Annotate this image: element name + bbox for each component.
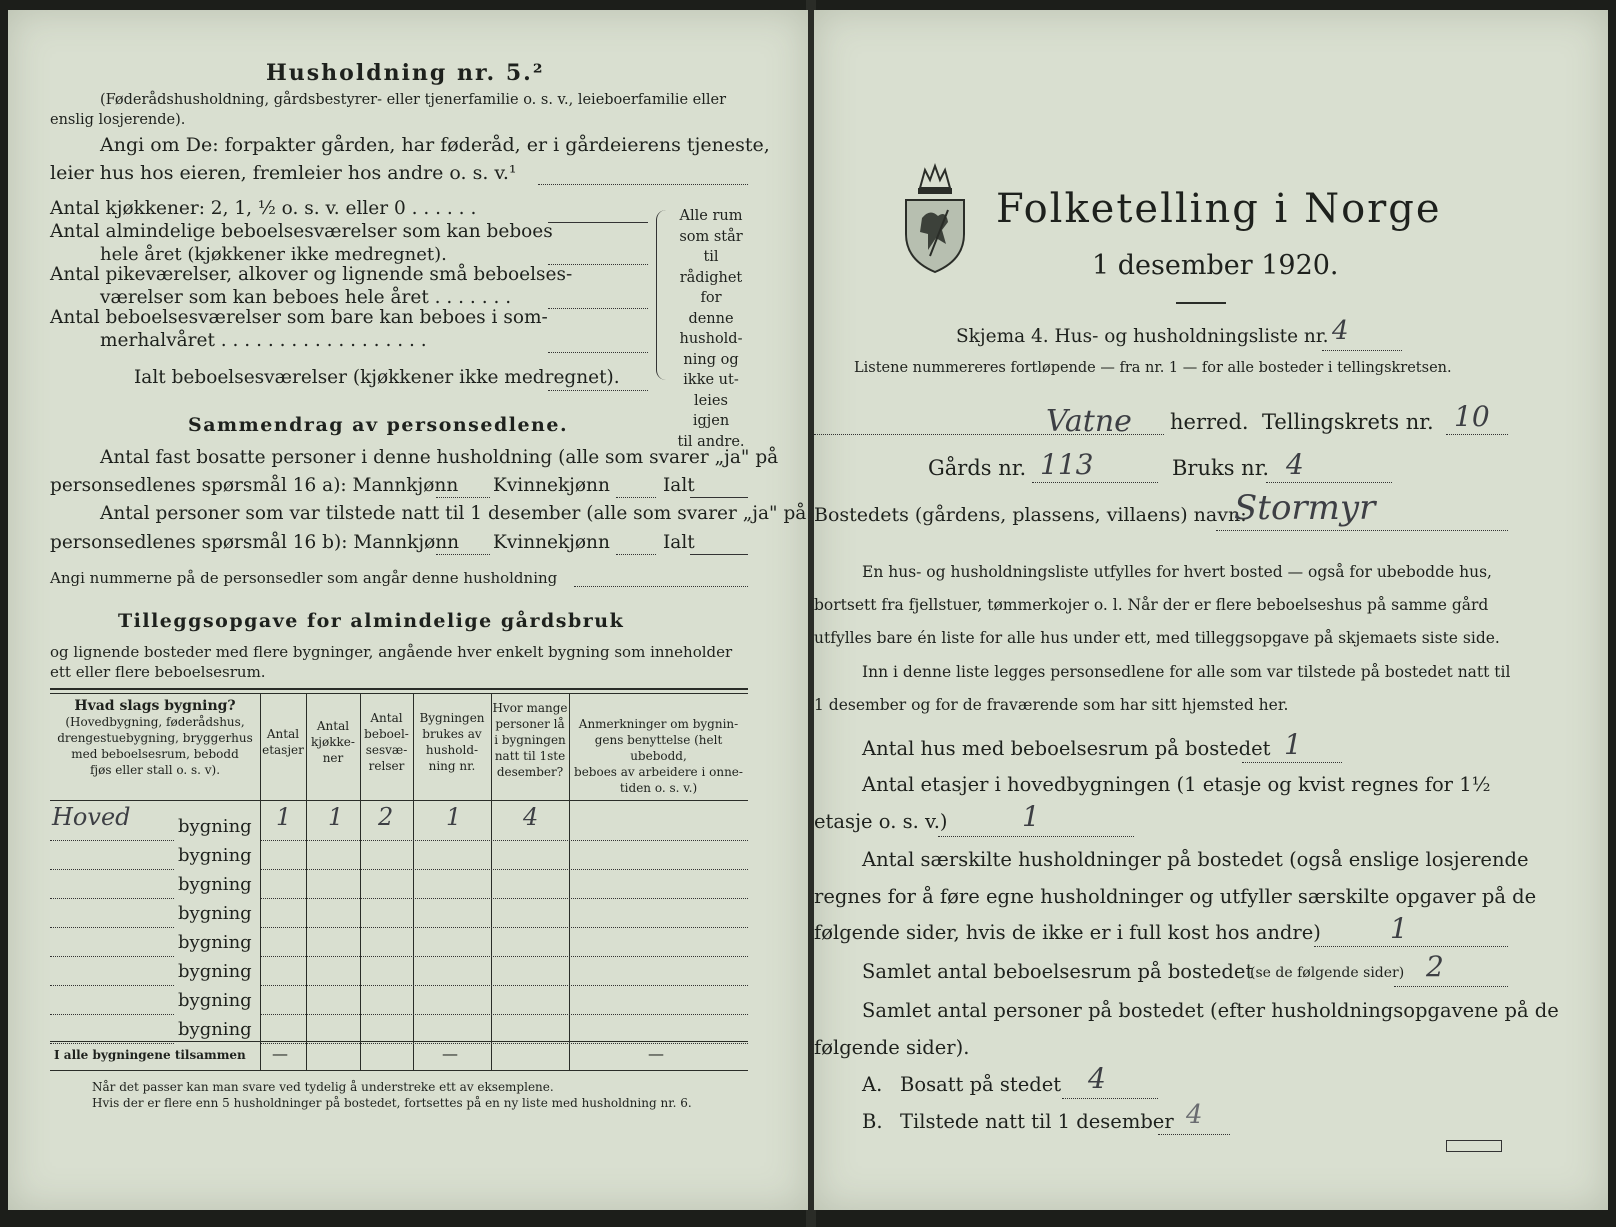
- col-header-household: [413, 710, 491, 774]
- col-header-persons: [491, 700, 569, 780]
- col-header-line: brukes av: [422, 727, 482, 741]
- table-body-rule: [50, 1041, 748, 1042]
- col-header-line: natt til 1ste: [494, 749, 566, 763]
- row-cells-line[interactable]: [261, 985, 748, 986]
- row-building-name-line[interactable]: [50, 1014, 174, 1015]
- herred-label: herred.: [1170, 410, 1249, 434]
- table-header-rule: [50, 800, 748, 801]
- row-cells-line[interactable]: [261, 1043, 748, 1044]
- row-cells-line[interactable]: [261, 898, 748, 899]
- row1-kitchens: 1: [328, 803, 344, 831]
- rooms-regular-cont: hele året (kjøkkener ikke medregnet).: [100, 244, 447, 265]
- b-text: Tilstede natt til 1 desember: [900, 1110, 1174, 1133]
- b-value: 4: [1186, 1100, 1203, 1130]
- col-header-line: desember?: [496, 765, 564, 779]
- col-header-line: Antal: [266, 727, 300, 741]
- fast-female-answer[interactable]: [616, 497, 656, 498]
- tillegg-line1: og lignende bosteder med flere bygninger, angående hver enkelt bygning som inneholder: [50, 643, 733, 661]
- summary-female2: Kvinnekjønn: [493, 532, 610, 553]
- row1-building-name: Hoved: [52, 803, 131, 831]
- row-bygning-label: bygning: [178, 903, 252, 924]
- summary-female: Kvinnekjønn: [493, 475, 610, 496]
- side-note-line: ikke ut-: [683, 372, 739, 388]
- instr-4: Inn i denne liste legges personsedlene for alle som var tilstede på bostedet natt til: [862, 663, 1511, 681]
- col-header-line: Hvor mange: [492, 701, 568, 715]
- row-cells-line[interactable]: [261, 840, 748, 841]
- side-note-line: rådighet: [679, 269, 743, 286]
- angi-answer-line[interactable]: [538, 184, 748, 185]
- col-header-line: personer lå: [495, 717, 565, 731]
- rooms-kitchens: Antal kjøkkener: 2, 1, ½ o. s. v. eller 0 . . . . . .: [50, 198, 477, 219]
- summary-numbers: Angi nummerne på de personsedler som angår denne husholdning: [50, 569, 558, 587]
- footnote-2: Hvis der er flere enn 5 husholdninger på bostedet, fortsettes på en ny liste med husholdning nr. 6.: [92, 1096, 692, 1110]
- rooms-total: Ialt beboelsesværelser (kjøkkener ikke medregnet).: [134, 367, 620, 388]
- summary-ialt: Ialt: [663, 475, 695, 496]
- col-header-line: ner: [322, 751, 344, 765]
- fast-male-answer[interactable]: [436, 497, 490, 498]
- row-bygning-label: bygning: [178, 932, 252, 953]
- side-note-line: hushold-: [679, 331, 743, 347]
- summary-line4: personsedlenes spørsmål 16 b): Mannkjønn: [50, 532, 460, 553]
- row1-rooms: 2: [378, 803, 394, 831]
- angi-line1: Angi om De: forpakter gården, har føderåd, er i gårdeierens tjeneste,: [100, 134, 770, 156]
- krets-line[interactable]: [1446, 434, 1508, 435]
- table-bottom-rule: [50, 1070, 748, 1071]
- skjema-nr-line[interactable]: [1322, 350, 1402, 351]
- a-line[interactable]: [1062, 1098, 1158, 1099]
- kitchens-answer[interactable]: [548, 222, 648, 223]
- row-cells-line[interactable]: [261, 956, 748, 957]
- a-text: Bosatt på stedet: [900, 1073, 1062, 1096]
- row-bygning-label: bygning: [178, 961, 252, 982]
- side-note-line: for denne: [688, 290, 734, 327]
- side-note-line: til andre.: [677, 433, 745, 450]
- main-title: Folketelling i Norge: [996, 186, 1442, 232]
- col-header-line: fjøs eller stall o. s. v).: [89, 763, 221, 777]
- q-etasjer2: etasje o. s. v.): [814, 810, 948, 833]
- total-rooms-dash: —: [442, 1044, 458, 1063]
- q-rum-note: (se de følgende sider): [1250, 965, 1405, 981]
- row-building-name-line[interactable]: [50, 840, 174, 841]
- row-bygning-label: bygning: [178, 845, 252, 866]
- q-etasjer-value: 1: [1022, 800, 1040, 833]
- side-note-line: Alle rum: [679, 208, 743, 224]
- row1-household: 1: [446, 803, 462, 831]
- q-hush3: følgende sider, hvis de ikke er i full kost hos andre): [814, 921, 1321, 944]
- col-header-line: Anmerkninger om bygnin-: [578, 717, 739, 731]
- fast-total-answer[interactable]: [690, 497, 748, 498]
- instr-1: En hus- og husholdningsliste utfylles for hvert bosted — også for ubebodde hus,: [862, 563, 1492, 581]
- total-row-label: I alle bygningene tilsammen: [54, 1048, 246, 1062]
- col-header-line: (Hovedbygning, føderådshus,: [65, 715, 245, 729]
- bruks-line[interactable]: [1266, 482, 1392, 483]
- right-page: [814, 10, 1608, 1210]
- bosted-line[interactable]: [1216, 530, 1508, 531]
- summer-answer[interactable]: [548, 352, 648, 353]
- instr-3: utfylles bare én liste for alle hus under ett, med tilleggsopgave på skjemaets siste side.: [814, 629, 1500, 647]
- row-building-name-line[interactable]: [50, 927, 174, 928]
- row-cells-line[interactable]: [261, 927, 748, 928]
- col-header-line: drengestuebygning, bryggerhus: [57, 731, 253, 745]
- row-cells-line[interactable]: [261, 1014, 748, 1015]
- side-note: [676, 206, 746, 452]
- row1-floors: 1: [276, 803, 292, 831]
- left-page: [8, 10, 808, 1210]
- table-top-rule: [50, 688, 748, 690]
- rooms-small: Antal pikeværelser, alkover og lignende små beboelses-: [50, 264, 573, 285]
- instr-5: 1 desember og for de fraværende som har sitt hjemsted her.: [814, 696, 1289, 714]
- summary-heading: Sammendrag av personsedlene.: [188, 414, 569, 436]
- col-header-line: Antal: [316, 719, 350, 733]
- title-rule: [1176, 302, 1226, 304]
- a-label: A.: [862, 1073, 883, 1096]
- skjema-nr-value: 4: [1332, 316, 1349, 346]
- col-header-line: relser: [368, 759, 405, 773]
- gards-value: 113: [1040, 448, 1094, 481]
- household-heading: Husholdning nr. 5.²: [266, 60, 545, 86]
- a-value: 4: [1088, 1062, 1106, 1095]
- row-bygning-label: bygning: [178, 990, 252, 1011]
- summary-line2: personsedlenes spørsmål 16 a): Mannkjønn: [50, 475, 459, 496]
- row-building-name-line[interactable]: [50, 985, 174, 986]
- row-bygning-label: bygning: [178, 874, 252, 895]
- row1-persons: 4: [523, 803, 539, 831]
- col-header-line: hushold-: [425, 743, 479, 757]
- q-hush2: regnes for å føre egne husholdninger og utfyller særskilte opgaver på de: [814, 885, 1537, 908]
- small-answer[interactable]: [548, 308, 648, 309]
- col-header-line: beboes av arbeidere i onne-: [574, 765, 743, 779]
- footnote-1: Når det passer kan man svare ved tydelig å understreke ett av eksemplene.: [92, 1080, 554, 1094]
- bruks-value: 4: [1286, 448, 1304, 481]
- q-rum: Samlet antal beboelsesrum på bostedet: [862, 960, 1254, 983]
- col-header-remarks: [569, 716, 748, 796]
- b-line[interactable]: [1158, 1134, 1230, 1135]
- summary-ialt2: Ialt: [663, 532, 695, 553]
- present-male-answer[interactable]: [436, 554, 490, 555]
- tillegg-line2: ett eller flere beboelsesrum.: [50, 663, 266, 681]
- skjema-label: Skjema 4. Hus- og husholdningsliste nr.: [956, 326, 1329, 347]
- summary-line3: Antal personer som var tilstede natt til 1 desember (alle som svarer „ja" på: [100, 503, 807, 524]
- col-header-line: med beboelsesrum, bebodd: [71, 747, 239, 761]
- q-hush1: Antal særskilte husholdninger på bostedet (også enslige losjerende: [862, 848, 1529, 871]
- col-header-line: ning nr.: [428, 759, 476, 773]
- printer-stamp: [1446, 1140, 1502, 1152]
- herred-value: Vatne: [1046, 404, 1132, 439]
- total-remarks-dash: —: [648, 1044, 664, 1063]
- q-hush-value: 1: [1390, 912, 1408, 945]
- gards-label: Gårds nr.: [928, 456, 1027, 480]
- q-hus-line[interactable]: [1242, 762, 1342, 763]
- rooms-summer-cont: merhalvåret . . . . . . . . . . . . . . . . . .: [100, 330, 427, 351]
- side-note-line: leies igjen: [692, 392, 730, 429]
- tillegg-heading: Tilleggsopgave for almindelige gårdsbruk: [118, 610, 625, 632]
- listene-note: Listene nummereres fortløpende — fra nr. 1 — for alle bosteder i tellingskretsen.: [854, 360, 1452, 376]
- row-building-name-line[interactable]: [50, 869, 174, 870]
- col-header-line: Antal: [370, 711, 403, 725]
- col-header-line: etasjer: [262, 743, 304, 757]
- q-hus: Antal hus med beboelsesrum på bostedet: [862, 737, 1271, 760]
- row-cells-line[interactable]: [261, 869, 748, 870]
- q-rum-value: 2: [1426, 950, 1444, 983]
- summary-line1: Antal fast bosatte personer i denne husholdning (alle som svarer „ja" på: [100, 447, 779, 468]
- col-header-line: kjøkke-: [311, 735, 355, 749]
- q-pers1: Samlet antal personer på bostedet (efter husholdningsopgavene på de: [862, 999, 1559, 1022]
- row-building-name-line[interactable]: [50, 898, 174, 899]
- gards-line[interactable]: [1032, 482, 1158, 483]
- rooms-regular: Antal almindelige beboelsesværelser som kan beboes: [50, 221, 553, 242]
- total-rooms-answer[interactable]: [548, 390, 648, 391]
- census-date: 1 desember 1920.: [1092, 250, 1339, 281]
- brace: [656, 210, 677, 380]
- instr-2: bortsett fra fjellstuer, tømmerkojer o. l. Når der er flere beboelseshus på samme gård: [814, 596, 1489, 614]
- col-header-line: Hvad slags bygning?: [74, 698, 236, 714]
- present-female-answer[interactable]: [616, 554, 656, 555]
- q-etasjer1: Antal etasjer i hovedbygningen (1 etasje og kvist regnes for 1½: [862, 773, 1491, 796]
- present-total-answer[interactable]: [690, 554, 748, 555]
- q-pers2: følgende sider).: [814, 1036, 970, 1059]
- b-label: B.: [862, 1110, 883, 1133]
- numbers-answer[interactable]: [574, 586, 748, 587]
- bosted-label: Bostedets (gårdens, plassens, villaens) navn:: [814, 504, 1247, 526]
- bruks-label: Bruks nr.: [1172, 456, 1270, 480]
- coat-of-arms-icon: [900, 160, 970, 280]
- q-etasjer-line[interactable]: [938, 836, 1134, 837]
- intro-line1: (Føderådshusholdning, gårdsbestyrer- eller tjenerfamilie o. s. v., leieboerfamilie eller: [100, 92, 727, 108]
- row-building-name-line[interactable]: [50, 956, 174, 957]
- krets-label: Tellingskrets nr.: [1262, 410, 1434, 434]
- col-header-line: gens benyttelse (helt ubebodd,: [594, 733, 723, 763]
- col-header-line: tiden o. s. v.): [619, 781, 698, 795]
- rooms-summer: Antal beboelsesværelser som bare kan beboes i som-: [50, 307, 548, 328]
- q-hush-line[interactable]: [1314, 946, 1508, 947]
- col-header-line: beboel-: [364, 727, 409, 741]
- row-bygning-label: bygning: [178, 1019, 252, 1040]
- rooms-small-cont: værelser som kan beboes hele året . . . . . . .: [100, 287, 512, 308]
- col-header-line: Bygningen: [419, 711, 485, 725]
- side-note-line: ning og: [683, 351, 739, 368]
- row-bygning-label: bygning: [178, 816, 252, 837]
- col-header-rooms: [360, 710, 413, 774]
- angi-line2: leier hus hos eieren, fremleier hos andre o. s. v.¹: [50, 162, 517, 184]
- col-header-floors: [260, 726, 306, 758]
- row-building-name-line[interactable]: [50, 1043, 174, 1044]
- side-note-line: som står til: [679, 228, 743, 265]
- intro-line2: enslig losjerende).: [50, 112, 186, 128]
- table-top-rule2: [50, 693, 748, 694]
- q-rum-line[interactable]: [1394, 986, 1508, 987]
- col-header-kitchens: [306, 718, 360, 766]
- bosted-value: Stormyr: [1234, 488, 1376, 528]
- q-hus-value: 1: [1284, 728, 1302, 761]
- col-header-building-type: [50, 698, 260, 778]
- col-header-line: sesvæ-: [365, 743, 408, 757]
- col-header-line: i bygningen: [494, 733, 566, 747]
- krets-value: 10: [1454, 400, 1490, 433]
- total-floors-dash: —: [272, 1044, 288, 1063]
